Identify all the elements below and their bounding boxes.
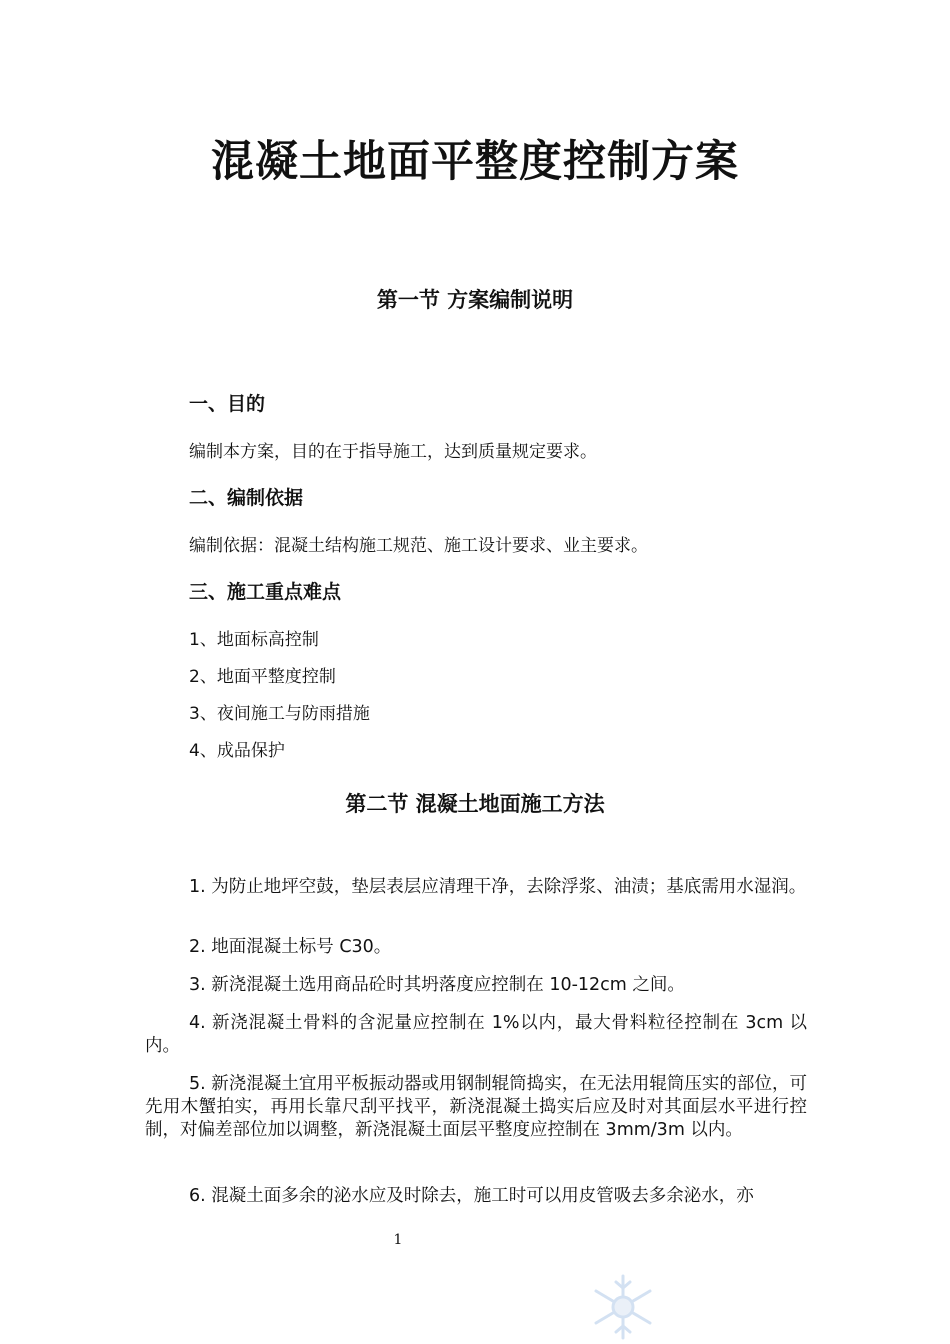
section-1-heading: 第一节 方案编制说明	[376, 288, 574, 312]
method-item-2: 2. 地面混凝土标号 C30。	[189, 937, 392, 957]
page-number: 1	[393, 1232, 403, 1248]
document-title: 混凝土地面平整度控制方案	[211, 137, 739, 187]
difficulties-heading: 三、施工重点难点	[189, 581, 342, 603]
basis-text: 编制依据：混凝土结构施工规范、施工设计要求、业主要求。	[189, 536, 648, 556]
method-item-1: 1. 为防止地坪空鼓，垫层表层应清理干净，去除浮浆、油渍；基底需用水湿润。	[189, 877, 807, 897]
purpose-heading: 一、目的	[189, 393, 266, 415]
method-item-3: 3. 新浇混凝土选用商品砼时其坍落度应控制在 10-12cm 之间。	[189, 975, 685, 995]
difficulty-item: 2、地面平整度控制	[189, 667, 336, 687]
difficulty-item: 1、地面标高控制	[189, 630, 319, 650]
method-item-4: 4. 新浇混凝土骨料的含泥量应控制在 1%以内，最大骨料粒径控制在 3cm 以内。	[145, 1013, 807, 1056]
method-item-6: 6. 混凝土面多余的泌水应及时除去，施工时可以用皮管吸去多余泌水，亦	[189, 1186, 754, 1206]
method-item-5: 5. 新浇混凝土宜用平板振动器或用钢制辊筒捣实，在无法用辊筒压实的部位，可先用木蟹拍实，再用长靠尺刮平找平，新浇混凝土捣实后应及时对其面层水平进行控制，对偏差部位加以调整，新浇混凝土面层平整度应控制在 3mm/3m 以内。	[145, 1074, 807, 1140]
section-2-heading: 第二节 混凝土地面施工方法	[345, 792, 605, 816]
basis-heading: 二、编制依据	[189, 487, 304, 509]
difficulty-item: 3、夜间施工与防雨措施	[189, 704, 370, 724]
difficulty-item: 4、成品保护	[189, 741, 285, 761]
purpose-text: 编制本方案，目的在于指导施工，达到质量规定要求。	[189, 442, 597, 462]
snowflake-watermark-icon	[588, 1272, 658, 1342]
